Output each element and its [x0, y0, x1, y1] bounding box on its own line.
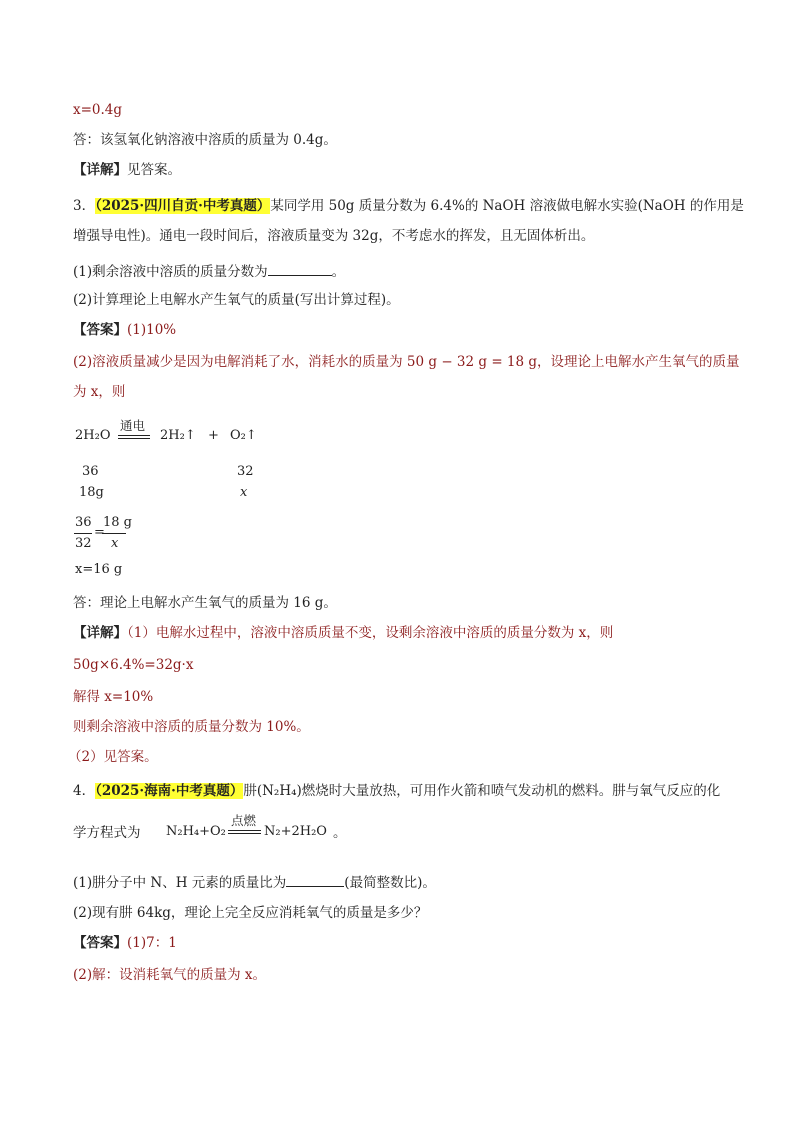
frac-equals: =	[94, 525, 105, 540]
q4-answer-part1: (1)7：1	[127, 935, 177, 951]
eq-arrow-bottom	[118, 438, 150, 439]
q4-part1-end: (最简整数比)。	[344, 875, 436, 891]
eq-condition: 通电	[120, 418, 146, 433]
q3-part1	[73, 261, 345, 281]
q4-answer-2: (2)解：设消耗氧气的质量为 x。	[73, 967, 267, 983]
q3-source-tag: （2025·四川自贡·中考真题）	[95, 198, 271, 214]
mass-36: 36	[82, 464, 99, 479]
q3-answer-2b: 为 x，则	[73, 384, 126, 400]
q3-detail-text1: （1）电解水过程中，溶液中溶质质量不变，设剩余溶液中溶质的质量分数为 x，则	[127, 625, 614, 641]
q4-part1-text: (1)肼分子中 N、H 元素的质量比为	[73, 875, 287, 891]
q3-detail-3: 解得 x=10%	[73, 689, 154, 705]
prev-x-result: x=0.4g	[73, 102, 123, 118]
q3-stem-line1	[73, 197, 744, 215]
q3-number: 3．	[73, 198, 96, 214]
q3-detail-4: 则剩余溶液中溶质的质量分数为 10%。	[73, 719, 310, 735]
q4-eq-products: N₂+2H₂O	[264, 824, 327, 839]
q3-detail-5: （2）见答案。	[68, 749, 158, 765]
q3-part1-end: 。	[331, 264, 346, 280]
eq-arrow-top	[118, 435, 150, 436]
q4-source-tag: （2025·海南·中考真题）	[95, 783, 244, 799]
prev-detail	[73, 161, 181, 179]
mass-x: x	[240, 485, 248, 500]
detail-text: 见答案。	[127, 162, 181, 178]
q4-eq-condition: 点燃	[231, 813, 257, 828]
eq-plus: +	[208, 428, 219, 443]
frac1-bar	[74, 533, 92, 534]
eq-product-o2: O₂↑	[230, 428, 257, 443]
frac1-numerator: 36	[75, 515, 92, 530]
q3-answer-1	[73, 321, 176, 339]
prev-answer: 答：该氢氧化钠溶液中溶质的质量为 0.4g。	[73, 132, 337, 148]
detail-tag: 【详解】	[73, 162, 127, 178]
mass-32: 32	[237, 464, 254, 479]
eq-reactant: 2H₂O	[75, 428, 111, 443]
q4-stem-line1	[73, 782, 720, 800]
q4-answer-1	[73, 934, 177, 952]
q3-part1-blank[interactable]	[268, 261, 332, 276]
q4-stem-text1: 肼(N₂H₄)燃烧时大量放热，可用作火箭和喷气发动机的燃料。肼与氧气反应的化	[243, 783, 721, 799]
q4-eq-reactants: N₂H₄+O₂	[166, 824, 226, 839]
q4-part1	[73, 872, 436, 892]
q4-stem-line2: 学方程式为	[73, 825, 141, 841]
x-equals-16g: x=16 g	[75, 562, 123, 577]
q3-detail-1	[73, 624, 613, 642]
q4-part2: (2)现有肼 64kg，理论上完全反应消耗氧气的质量是多少？	[73, 905, 428, 921]
q3-answer-tag: 【答案】	[73, 322, 127, 338]
q4-part1-blank[interactable]	[286, 872, 344, 887]
q4-answer-tag: 【答案】	[73, 935, 127, 951]
q3-answer-part1: (1)10%	[127, 322, 177, 338]
frac2-numerator: 18 g	[103, 515, 132, 530]
q4-number: 4．	[73, 783, 96, 799]
frac1-denominator: 32	[75, 536, 92, 551]
q3-part1-text: (1)剩余溶液中溶质的质量分数为	[73, 264, 268, 280]
q4-eq-arrow-top	[228, 830, 261, 831]
q3-final-answer: 答：理论上电解水产生氧气的质量为 16 g。	[73, 595, 337, 611]
q3-stem-text1: 某同学用 50g 质量分数为 6.4%的 NaOH 溶液做电解水实验(NaOH 的作用是	[270, 198, 744, 214]
frac2-bar	[102, 533, 126, 534]
frac2-denominator: x	[111, 536, 119, 551]
eq-product-h2: 2H₂↑	[160, 428, 196, 443]
q4-eq-end: 。	[333, 825, 347, 841]
q3-part2: (2)计算理论上电解水产生氧气的质量(写出计算过程)。	[73, 292, 400, 308]
q3-stem-line2: 增强导电性)。通电一段时间后，溶液质量变为 32g，不考虑水的挥发，且无固体析出。	[73, 228, 595, 244]
q4-eq-arrow-bottom	[228, 833, 261, 834]
q3-answer-2a: (2)溶液质量减少是因为电解消耗了水，消耗水的质量为 50 g − 32 g = 18 g，设理论上电解水产生氧气的质量	[73, 354, 740, 370]
q3-detail-2: 50g×6.4%=32g·x	[73, 657, 194, 673]
q3-detail-tag: 【详解】	[73, 625, 127, 641]
mass-18g: 18g	[79, 485, 104, 500]
